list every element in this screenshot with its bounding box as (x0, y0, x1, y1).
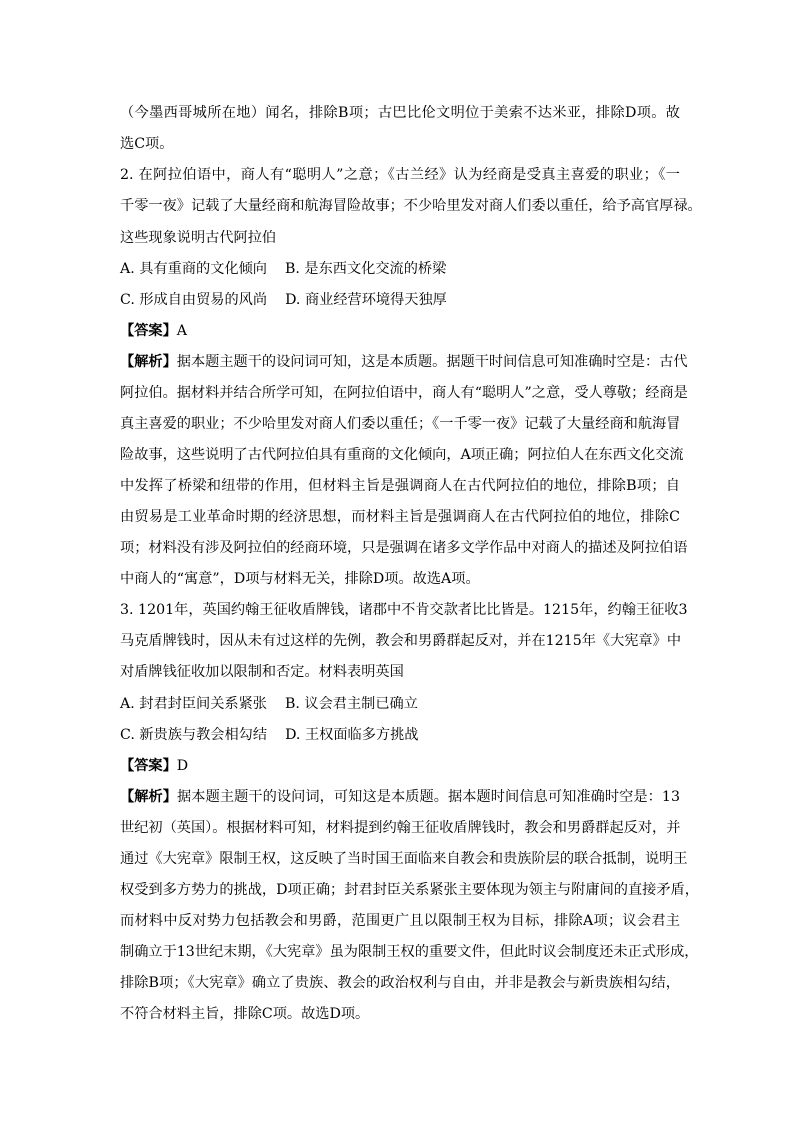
q3-analysis-line (120, 787, 680, 807)
q1-analysis-line: （今墨西哥城所在地）闻名，排除B项；古巴比伦文明位于美索不达米亚，排除D项。故 (120, 105, 680, 121)
q3-answer (120, 756, 680, 776)
q3-option-b: B. 议会君主制已确立 (284, 696, 418, 712)
q1-analysis-line: 选C项。 (120, 136, 174, 152)
q3-analysis-line: 而材料中反对势力包括教会和男爵，范围更广且以限制王权为目标，排除A项；议会君主 (120, 913, 680, 929)
q2-analysis-line (120, 352, 688, 372)
q2-option-d: D. 商业经营环境得天独厚 (285, 292, 447, 308)
q3-options-row (120, 725, 680, 745)
q3-option-c: C. 新贵族与教会相勾结 (120, 727, 268, 743)
q2-answer (120, 321, 680, 341)
q3-analysis-line: 排除B项；《大宪章》确立了贵族、教会的政治权利与自由，并非是教会与新贵族相勾结， (120, 975, 680, 991)
q2-analysis-line: 真主喜爱的职业；不少哈里发对商人们委以重任；《一千零一夜》记载了大量经商和航海冒 (120, 416, 681, 432)
q2-option-c: C. 形成自由贸易的风尚 (120, 292, 268, 308)
answer-label: 【答案】 (120, 758, 177, 774)
q3-options-row (120, 694, 680, 714)
q2-analysis-line: 中发挥了桥梁和纽带的作用，但材料主旨是强调商人在古代阿拉伯的地位，排除B项；自 (120, 478, 680, 494)
analysis-label: 【解析】 (120, 354, 177, 370)
q2-analysis-line: 险故事，这些说明了古代阿拉伯具有重商的文化倾向，A项正确；阿拉伯人在东西文化交流 (120, 447, 684, 463)
q3-analysis-line: 不符合材料主旨，排除C项。故选D项。 (120, 1006, 370, 1022)
q2-options-row (120, 259, 680, 279)
q3-option-d: D. 王权面临多方挑战 (285, 727, 419, 743)
q3-stem-line: 3. 1201年，英国约翰王征收盾牌钱，诸郡中不肯交款者比比皆是。1215年，约翰王征收3 (120, 602, 688, 618)
q2-stem-line: 2. 在阿拉伯语中，商人有“聪明人”之意；《古兰经》认为经商是受真主喜爱的职业；《一 (120, 167, 680, 183)
q3-option-a: A. 封君封臣间关系紧张 (120, 696, 267, 712)
q3-analysis-line: 制确立于13世纪末期，《大宪章》虽为限制王权的重要文件，但此时议会制度还未正式形成， (120, 944, 699, 960)
analysis-text: 据本题主题干的设问词，可知这是本质题。据本题时间信息可知准确时空是：13 (177, 789, 680, 805)
analysis-text: 据本题主题干的设问词可知，这是本质题。据题干时间信息可知准确时空是：古代 (176, 354, 688, 370)
q2-analysis-line: 阿拉伯。据材料并结合所学可知，在阿拉伯语中，商人有“聪明人”之意，受人尊敬；经商是 (120, 385, 688, 401)
q2-option-b: B. 是东西文化交流的桥梁 (284, 261, 447, 277)
q3-analysis-line: 世纪初（英国）。根据材料可知，材料提到约翰王征收盾牌钱时，教会和男爵群起反对，并 (120, 820, 681, 836)
q3-stem-line: 马克盾牌钱时，因从未有过这样的先例，教会和男爵群起反对，并在1215年《大宪章》中 (120, 633, 682, 649)
analysis-label: 【解析】 (120, 789, 178, 805)
q2-stem-line: 千零一夜》记载了大量经商和航海冒险故事；不少哈里发对商人们委以重任，给予高官厚禄。 (120, 198, 702, 214)
q2-analysis-line: 由贸易是工业革命时期的经济思想，而材料主旨是强调商人在古代阿拉伯的地位，排除C (120, 509, 680, 525)
q3-analysis-line: 权受到多方势力的挑战，D项正确；封君封臣关系紧张主要体现为领主与附庸间的直接矛盾， (120, 882, 699, 898)
q2-analysis-line: 中商人的“寓意”，D项与材料无关，排除D项。故选A项。 (120, 571, 480, 587)
q2-option-a: A. 具有重商的文化倾向 (120, 261, 267, 277)
q2-options-row (120, 290, 680, 310)
q2-analysis-line: 项；材料没有涉及阿拉伯的经商环境，只是强调在诸多文学作品中对商人的描述及阿拉伯语 (120, 540, 688, 556)
answer-value: A (176, 323, 188, 339)
q2-stem-line: 这些现象说明古代阿拉伯 (120, 230, 277, 246)
answer-label: 【答案】 (120, 323, 177, 339)
answer-value: D (176, 758, 189, 774)
q3-analysis-line: 通过《大宪章》限制王权，这反映了当时国王面临来自教会和贵族阶层的联合抵制，说明王 (120, 851, 688, 867)
q3-stem-line: 对盾牌钱征收加以限制和否定。材料表明英国 (120, 664, 404, 680)
